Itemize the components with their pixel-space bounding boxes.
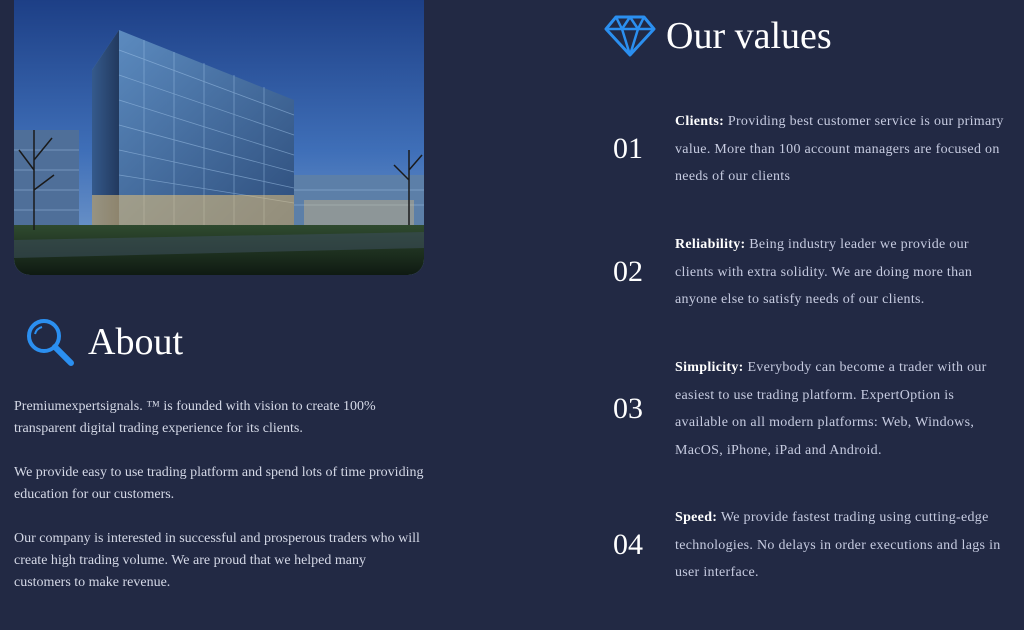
- about-paragraph: Our company is interested in successful and prosperous traders who will create high trading volume. We are proud that we helped many customers to make revenue.: [14, 531, 420, 590]
- value-text: We provide fastest trading using cutting-edge technologies. No delays in order executions and lags in user interface.: [675, 510, 1001, 580]
- value-description: [675, 354, 1005, 464]
- value-number: 03: [613, 392, 643, 425]
- value-description: [675, 231, 1005, 314]
- value-item-simplicity: [600, 354, 1010, 464]
- about-paragraph: Premiumexpertsignals. ™ is founded with vision to create 100% transparent digital trading experience for its clients.: [14, 399, 376, 436]
- about-title: About: [88, 321, 183, 363]
- value-item-reliability: [600, 231, 1010, 314]
- value-text: Everybody can become a trader with our easiest to use trading platform. ExpertOption is available on all modern platforms: Web, Windows, MacOS, iPhone, iPad and Android.: [675, 360, 987, 458]
- value-number: 02: [613, 255, 643, 289]
- value-label: Simplicity:: [675, 360, 744, 375]
- about-text: [14, 396, 424, 616]
- values-heading: [604, 14, 832, 58]
- value-text: Being industry leader we provide our clients with extra solidity. We are doing more than anyone else to satisfy needs of our clients.: [675, 237, 973, 307]
- value-label: Clients:: [675, 114, 725, 129]
- building-photo: [14, 0, 424, 275]
- value-item-speed: [600, 504, 1010, 587]
- about-heading: [24, 316, 183, 368]
- values-title: Our values: [666, 15, 832, 57]
- value-text: Providing best customer service is our primary value. More than 100 account managers are focused on needs of our clients: [675, 114, 1004, 184]
- value-description: [675, 108, 1005, 191]
- value-label: Reliability:: [675, 237, 746, 252]
- about-paragraph: We provide easy to use trading platform and spend lots of time providing education for our customers.: [14, 465, 424, 502]
- value-label: Speed:: [675, 510, 718, 525]
- value-description: [675, 504, 1005, 587]
- magnifier-icon: [24, 316, 76, 368]
- value-item-clients: [600, 108, 1010, 191]
- value-number: 04: [613, 528, 643, 562]
- value-number: 01: [613, 132, 643, 166]
- diamond-icon: [604, 14, 656, 58]
